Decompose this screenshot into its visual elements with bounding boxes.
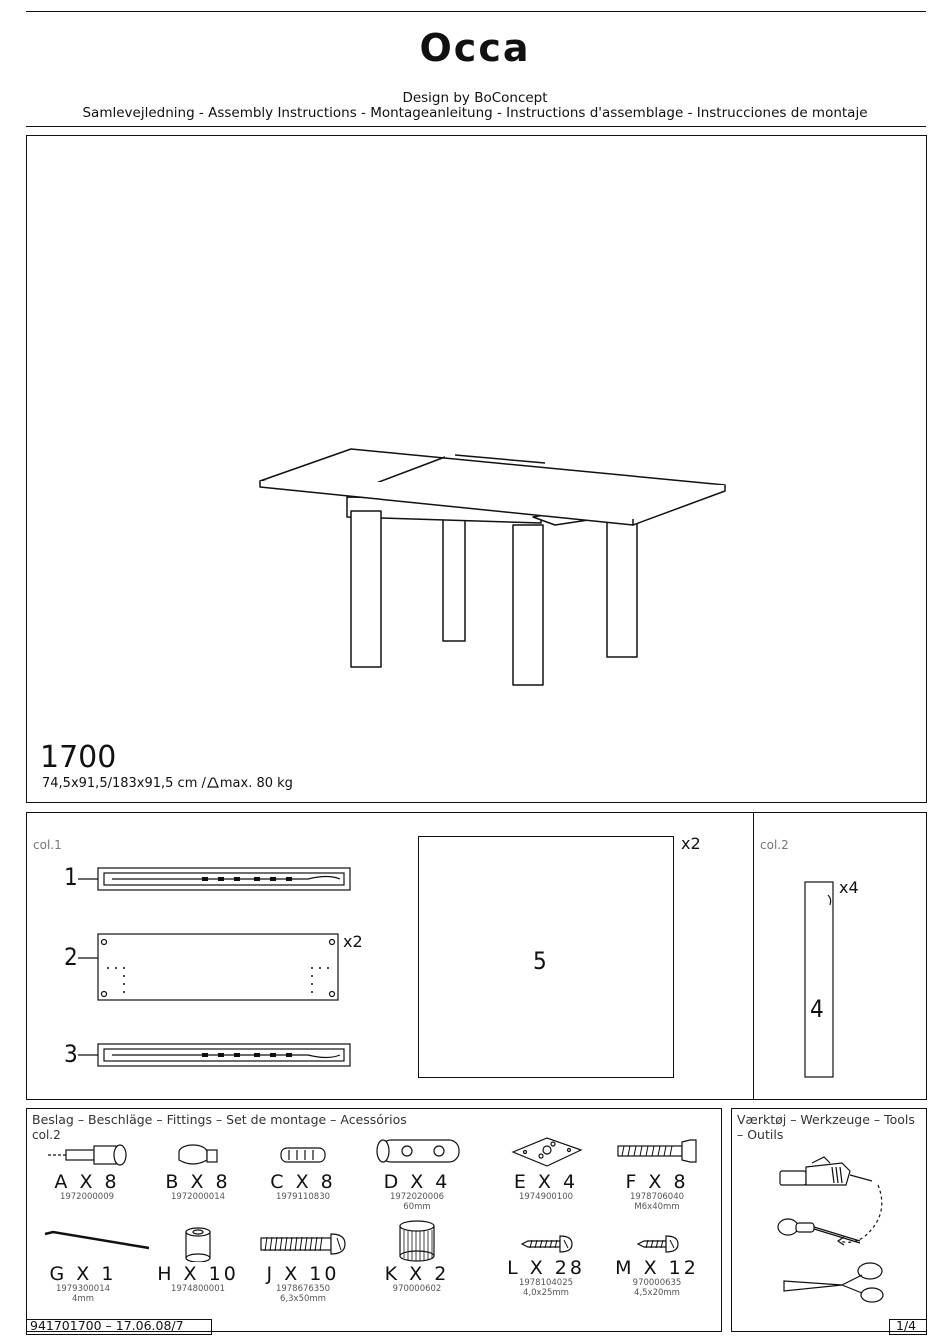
hardware-code-d: 1972020006 xyxy=(389,1192,445,1202)
table-illustration xyxy=(255,445,735,690)
page-number: 1/4 xyxy=(896,1318,917,1333)
hardware-code-l: 1978104025 xyxy=(518,1278,574,1288)
screwdriver-icon xyxy=(778,1219,860,1243)
tools-title: Værktøj – Werkzeuge – Tools – Outils xyxy=(737,1112,915,1142)
hardware-label-e: E X 4 xyxy=(513,1171,579,1193)
allen-key-icon xyxy=(37,1226,157,1262)
hardware-size-m: 4,5x20mm xyxy=(634,1288,680,1298)
tools-illustration xyxy=(772,1155,894,1310)
hardware-item-h xyxy=(143,1226,253,1294)
col1-label: col.1 xyxy=(33,838,62,852)
dimensions-text: 74,5x91,5/183x91,5 cm / xyxy=(42,776,206,791)
hardware-item-j xyxy=(248,1226,358,1304)
part-3-number: 3 xyxy=(64,1040,78,1068)
hardware-size-l: 4,0x25mm xyxy=(523,1288,569,1298)
doc-id: 941701700 – 17.06.08/7 xyxy=(30,1318,184,1333)
part-2-panel xyxy=(78,932,348,1002)
hardware-item-b xyxy=(143,1140,253,1202)
dowel-icon xyxy=(273,1140,333,1170)
dimensions-line xyxy=(42,776,293,792)
spacer-icon xyxy=(178,1226,218,1262)
hardware-size-f: M6x40mm xyxy=(634,1202,680,1212)
hardware-title: Beslag – Beschläge – Fittings – Set de montage – Acessórios xyxy=(32,1112,407,1127)
hardware-code-k: 970000602 xyxy=(392,1284,442,1294)
part-2-multiplier: x2 xyxy=(343,932,363,951)
hardware-code-a: 1972000009 xyxy=(59,1192,115,1202)
part-4-leg xyxy=(804,881,836,1079)
top-rule xyxy=(26,11,926,12)
parts-divider xyxy=(753,812,754,1100)
scissors-icon xyxy=(784,1263,883,1302)
part-5-number: 5 xyxy=(533,947,547,975)
small-screw-icon xyxy=(632,1232,682,1256)
hardware-label-g: G X 1 xyxy=(49,1263,117,1285)
hardware-size-j: 6,3x50mm xyxy=(280,1294,326,1304)
hardware-code-j: 1978676350 xyxy=(275,1284,331,1294)
hardware-code-c: 1979110830 xyxy=(275,1192,331,1202)
barrel-nut-icon xyxy=(369,1134,465,1170)
hardware-label-b: B X 8 xyxy=(165,1171,231,1193)
hardware-col-label: col.2 xyxy=(32,1128,61,1142)
drill-icon xyxy=(780,1157,872,1185)
designer-credit: Design by BoConcept xyxy=(402,90,548,106)
hardware-label-a: A X 8 xyxy=(54,1171,120,1193)
knurled-nut-icon xyxy=(392,1218,442,1262)
hardware-label-m: M X 12 xyxy=(615,1257,699,1279)
max-load-text: max. 80 kg xyxy=(219,776,293,791)
header-rule xyxy=(26,126,926,127)
hardware-label-f: F X 8 xyxy=(625,1171,689,1193)
hardware-code-f: 1978706040 xyxy=(629,1192,685,1202)
instructions-languages: Samlevejledning - Assembly Instructions - Montageanleitung - Instructions d'assemblage - Instrucciones de montaje xyxy=(82,105,868,121)
hardware-label-j: J X 10 xyxy=(266,1263,340,1285)
hardware-label-k: K X 2 xyxy=(384,1263,450,1285)
hardware-item-d xyxy=(362,1134,472,1212)
hardware-label-h: H X 10 xyxy=(157,1263,239,1285)
hardware-item-k xyxy=(362,1218,472,1294)
col2-label: col.2 xyxy=(760,838,789,852)
hardware-size-g: 4mm xyxy=(72,1294,94,1304)
bolt-icon xyxy=(612,1134,702,1170)
hardware-size-d: 60mm xyxy=(403,1202,431,1212)
product-title: Occa xyxy=(419,26,531,70)
part-3-rail xyxy=(78,1040,358,1070)
part-2-number: 2 xyxy=(64,943,78,971)
hardware-code-b: 1972000014 xyxy=(170,1192,226,1202)
hardware-item-m xyxy=(602,1232,712,1298)
part-1-rail xyxy=(78,864,358,894)
cam-bolt-icon xyxy=(44,1140,130,1170)
hardware-item-c xyxy=(248,1140,358,1202)
part-1-number: 1 xyxy=(64,863,78,891)
model-number: 1700 xyxy=(40,740,117,775)
part-4-multiplier: x4 xyxy=(839,878,859,897)
hardware-label-c: C X 8 xyxy=(270,1171,336,1193)
hardware-item-l xyxy=(491,1232,601,1298)
hardware-item-f xyxy=(602,1134,712,1212)
hardware-code-e: 1974900100 xyxy=(518,1192,574,1202)
hardware-code-g: 1979300014 xyxy=(55,1284,111,1294)
mounting-plate-icon xyxy=(501,1134,591,1170)
weight-icon xyxy=(206,776,220,792)
cam-lock-icon xyxy=(173,1140,223,1170)
hardware-code-m: 970000635 xyxy=(632,1278,682,1288)
part-4-number: 4 xyxy=(810,995,824,1023)
small-screw-icon xyxy=(516,1232,576,1256)
hardware-item-a xyxy=(32,1140,142,1202)
part-5-multiplier: x2 xyxy=(681,834,701,853)
screw-icon xyxy=(255,1226,351,1262)
hardware-label-l: L X 28 xyxy=(507,1257,585,1279)
hardware-label-d: D X 4 xyxy=(383,1171,451,1193)
hardware-item-e xyxy=(491,1134,601,1202)
hardware-code-h: 1974800001 xyxy=(170,1284,226,1294)
